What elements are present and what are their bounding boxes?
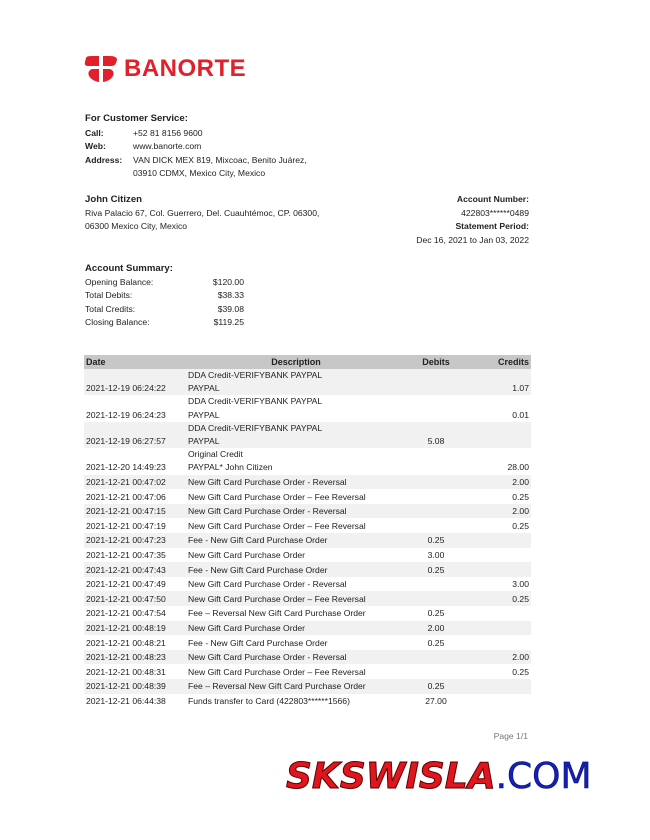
cell-description [186,694,406,709]
call-value: +52 81 8156 9600 [133,127,203,138]
cell-debit: 0.25 [427,608,445,619]
header-credits: Credits [466,355,531,369]
cell-credit: 2.00 [466,475,531,490]
address-row-2 [85,167,307,181]
cell-description [186,577,406,592]
table-row [84,395,531,421]
summary-row-debits [85,289,244,303]
customer-service-title: For Customer Service: [85,113,188,124]
cell-debit: 27.00 [425,695,447,706]
summary-label: Closing Balance: [85,317,150,328]
cell-debit [406,591,466,606]
description-line-2: PAYPAL* John Citizen [188,462,273,473]
cell-date: 2021-12-19 06:24:22 [84,369,186,395]
cell-credit: 0.25 [466,591,531,606]
address-label: Address: [85,154,123,165]
cell-debit [406,489,466,504]
table-row [84,533,531,548]
account-info-block [416,193,529,247]
description-line-1: New Gift Card Purchase Order - Reversal [188,652,347,663]
cell-credit [466,606,531,621]
table-row [84,518,531,533]
web-value[interactable]: www.banorte.com [133,141,202,152]
table-row [84,475,531,490]
cell-credit [466,635,531,650]
cell-date: 2021-12-21 00:47:06 [86,491,166,502]
cell-description [186,679,406,694]
cell-date: 2021-12-21 00:47:49 [86,579,166,590]
summary-label: Total Debits: [85,290,133,301]
banorte-emblem-icon [84,56,118,82]
table-row [84,679,531,694]
table-row [84,577,531,592]
cell-date: 2021-12-21 00:47:23 [84,533,186,548]
cell-description [186,606,406,621]
cell-credit: 0.25 [512,491,529,502]
table-row [84,694,531,709]
cell-description [186,489,406,504]
description-line-1: DDA Credit-VERIFYBANK PAYPAL [188,396,323,407]
header-date: Date [84,355,186,369]
table-row [84,664,531,679]
description-line-1: New Gift Card Purchase Order [188,549,306,560]
cell-credit: 0.01 [512,409,529,420]
watermark [286,756,592,797]
summary-label: Opening Balance: [85,276,154,287]
customer-address-line-1: Riva Palacio 67, Col. Guerrero, Del. Cuauhtémoc, CP. 06300, [85,207,320,218]
summary-value: $38.33 [217,290,244,301]
account-number-value: 422803******0489 [461,207,529,218]
cell-description [186,562,406,577]
summary-label: Total Credits: [85,303,136,314]
cell-date: 2021-12-20 14:49:23 [86,462,166,473]
cell-credit: 2.00 [466,650,531,665]
description-line-1: New Gift Card Purchase Order – Fee Reversal [188,666,366,677]
cell-credit [466,562,531,577]
cell-date: 2021-12-19 06:24:23 [86,409,166,420]
description-line-1: Fee - New Gift Card Purchase Order [188,637,328,648]
cell-date: 2021-12-21 00:48:31 [86,666,166,677]
cell-credit: 0.25 [512,666,529,677]
cell-debit [406,369,466,395]
cell-date: 2021-12-21 00:47:35 [86,549,166,560]
cell-description [186,518,406,533]
description-line-1: New Gift Card Purchase Order - Reversal [188,506,347,517]
cell-date: 2021-12-21 06:44:38 [86,695,166,706]
customer-address-line-2: 06300 Mexico City, Mexico [85,221,188,232]
description-line-1: New Gift Card Purchase Order – Fee Reversal [188,491,366,502]
page-number: Page 1/1 [493,731,528,741]
cell-debit: 0.25 [427,637,445,648]
watermark-part-2: .COM [495,756,592,797]
cell-credit [466,679,531,694]
cell-date: 2021-12-21 00:47:54 [86,608,166,619]
description-line-1: Fee – Reversal New Gift Card Purchase Order [188,681,366,692]
web-row [85,140,307,154]
summary-value: $39.08 [217,303,244,314]
table-row [84,548,531,563]
cell-debit: 0.25 [406,679,466,694]
cell-date: 2021-12-19 06:27:57 [84,422,186,448]
cell-credit [466,422,531,448]
description-line-1: New Gift Card Purchase Order - Reversal [188,579,347,590]
banorte-logo [84,56,246,82]
cell-debit [406,577,466,592]
description-line-2: PAYPAL [188,409,220,420]
cell-credit [466,621,531,636]
description-line-2: PAYPAL [188,436,220,447]
address-line-1: VAN DICK MEX 819, Mixcoac, Benito Juárez, [133,154,307,165]
cell-debit [406,518,466,533]
description-line-1: New Gift Card Purchase Order – Fee Reversal [188,593,366,604]
description-line-1: New Gift Card Purchase Order – Fee Reversal [188,520,366,531]
description-line-2: PAYPAL [188,383,220,394]
summary-row-closing [85,316,244,330]
customer-service-block [85,112,307,181]
cell-debit [406,475,466,490]
table-row [84,489,531,504]
cell-description [186,650,406,665]
cell-credit [466,694,531,709]
statement-period-label: Statement Period: [455,221,529,232]
table-row [84,621,531,636]
table-row [84,635,531,650]
address-row [85,154,307,168]
cell-credit: 28.00 [507,462,529,473]
table-row [84,606,531,621]
watermark-part-1: SKSWISLA [286,756,496,797]
description-line-1: Fee – Reversal New Gift Card Purchase Order [188,608,366,619]
brand-name: BANORTE [124,55,247,82]
account-summary-title: Account Summary: [85,263,173,274]
cell-credit: 0.25 [512,520,529,531]
cell-description [186,448,406,474]
cell-description [186,664,406,679]
cell-credit [466,548,531,563]
description-line-1: New Gift Card Purchase Order - Reversal [188,477,347,488]
web-label: Web: [85,141,106,152]
cell-description [186,621,406,636]
summary-row-credits [85,303,244,317]
cell-date: 2021-12-21 00:48:19 [84,621,186,636]
cell-debit: 0.25 [406,533,466,548]
table-header-row [84,355,531,369]
account-number-label: Account Number: [456,194,529,204]
description-line-1: New Gift Card Purchase Order [188,622,306,633]
cell-description [186,422,406,448]
cell-description [186,635,406,650]
cell-date: 2021-12-21 00:47:50 [84,591,186,606]
summary-value: $119.25 [213,317,244,328]
cell-description [186,369,406,395]
cell-debit: 5.08 [406,422,466,448]
cell-credit [466,533,531,548]
cell-description [186,548,406,563]
cell-date: 2021-12-21 00:47:02 [84,475,186,490]
customer-block [85,193,319,234]
cell-debit [406,650,466,665]
call-label: Call: [85,127,104,138]
table-row [84,650,531,665]
description-line-1: Fee - New Gift Card Purchase Order [188,535,328,546]
cell-credit: 2.00 [466,504,531,519]
cell-date: 2021-12-21 00:47:43 [84,562,186,577]
cell-date: 2021-12-21 00:47:15 [84,504,186,519]
address-line-2: 03910 CDMX, Mexico City, Mexico [133,168,266,179]
description-line-1: Funds transfer to Card (422803******1566) [188,695,350,706]
table-row [84,591,531,606]
table-row [84,369,531,395]
cell-debit [406,504,466,519]
description-line-1: DDA Credit-VERIFYBANK PAYPAL [188,370,323,380]
statement-period-value: Dec 16, 2021 to Jan 03, 2022 [416,234,529,245]
customer-name: John Citizen [85,194,143,205]
cell-credit: 3.00 [512,579,529,590]
description-line-1: Original Credit [188,449,243,460]
transactions-table [84,355,531,708]
table-row [84,448,531,474]
cell-debit [406,448,466,474]
table-row [84,422,531,448]
cell-date: 2021-12-21 00:48:39 [84,679,186,694]
header-description: Description [186,355,406,369]
account-summary [85,262,244,330]
description-line-1: DDA Credit-VERIFYBANK PAYPAL [188,422,323,433]
call-row [85,127,307,141]
cell-debit [406,664,466,679]
header-debits: Debits [406,355,466,369]
cell-date: 2021-12-21 00:47:19 [86,520,166,531]
cell-description [186,475,406,490]
summary-value: $120.00 [212,276,244,287]
cell-debit: 3.00 [427,549,445,560]
cell-debit [406,395,466,421]
transactions-body [84,369,531,708]
cell-debit: 0.25 [406,562,466,577]
description-line-1: Fee - New Gift Card Purchase Order [188,564,328,575]
cell-description [186,504,406,519]
table-row [84,504,531,519]
cell-credit: 1.07 [466,369,531,395]
table-row [84,562,531,577]
cell-date: 2021-12-21 00:48:21 [86,637,166,648]
cell-date: 2021-12-21 00:48:23 [84,650,186,665]
cell-debit: 2.00 [406,621,466,636]
cell-description [186,533,406,548]
cell-description [186,395,406,421]
summary-row-opening [85,276,244,290]
cell-description [186,591,406,606]
